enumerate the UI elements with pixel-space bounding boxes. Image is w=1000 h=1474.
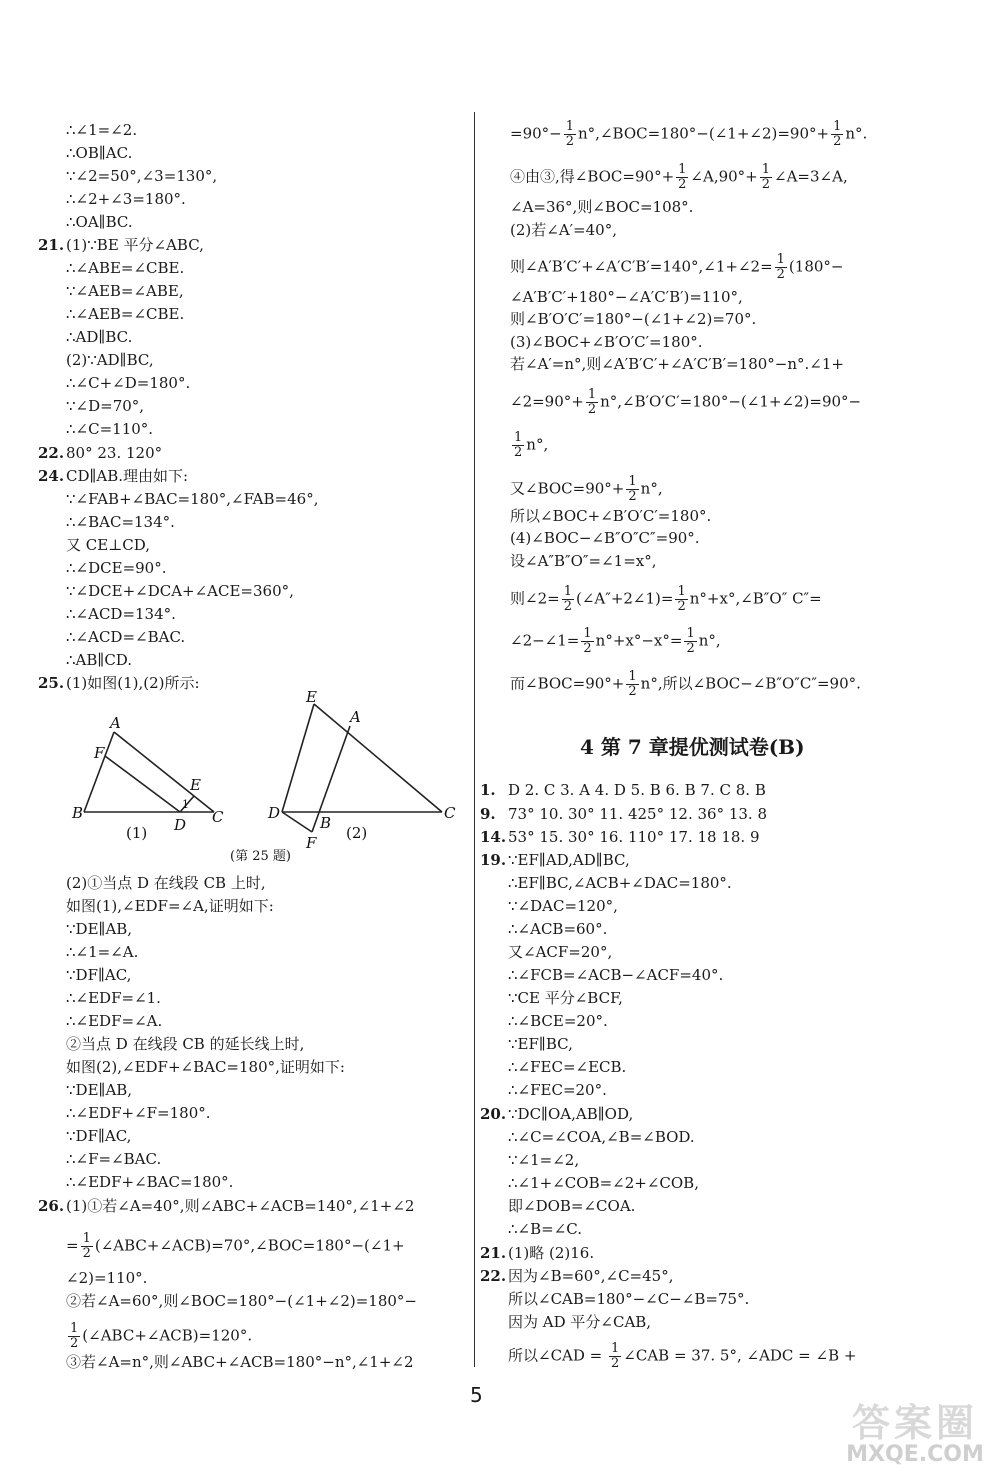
question-number: 1. [480,781,496,799]
answer-text: ∴∠FCB=∠ACB−∠ACF=40°. [508,966,724,984]
fig2-label-E: E [306,688,317,706]
right-line [510,551,657,571]
left-line-text: ∵∠DCE+∠DCA+∠ACE=360°, [66,582,294,600]
answer-text: 所以∠CAD = [508,1346,608,1365]
question-number: 24. [38,467,65,485]
figure-25 [70,686,470,864]
answer-text: 因为 AD 平分∠CAB, [508,1313,652,1331]
right-line [510,120,867,149]
left-line [38,189,186,209]
q26-text: ③若∠A=n°,则∠ABC+∠ACB=180°−n°,∠1+∠2 [66,1353,414,1371]
fig1-caption: (1) [126,824,148,842]
answer-line [508,1342,856,1371]
answer-line [480,1289,749,1309]
fraction-numerator: 1 [776,252,785,267]
right-line-text: 所以∠BOC+∠B′O′C′=180°. [510,507,712,525]
left-line [38,873,266,893]
fraction [684,627,696,656]
answer-text: ∴∠B=∠C. [508,1220,582,1238]
q26-text: = [66,1236,79,1255]
answer-text: ∴∠FEC=∠ECB. [508,1058,627,1076]
answer-line [480,780,766,800]
left-line-text: 80° 23. 120° [66,444,163,462]
left-line [38,489,318,509]
left-line-text: ∴OB∥AC. [66,144,133,162]
fig1-label-B: B [72,804,84,822]
right-line-text: n°,∠B′O′C′=180°−(∠1+∠2)=90°− [600,392,862,411]
fraction-denominator: 2 [628,489,637,504]
fraction [562,585,574,614]
answer-text: 73° 10. 30° 11. 425° 12. 36° 13. 8 [508,805,767,823]
fraction [512,431,524,460]
left-line [38,466,188,486]
right-line-text: n°,所以∠BOC−∠B″O″C″=90°. [640,674,861,693]
left-line-text: ∵DE∥AB, [66,920,133,938]
right-line-text: 而∠BOC=90°+ [510,674,625,693]
left-line-text: (1)∵BE 平分∠ABC, [66,236,204,254]
right-line [510,670,861,699]
right-line-text: ∠A=3∠A, [774,167,848,186]
left-line [38,650,132,670]
left-line [38,212,133,232]
left-line-text: ∵DE∥AB, [66,1081,133,1099]
left-line-text: ∴∠EDF+∠BAC=180°. [66,1173,234,1191]
left-line [38,581,294,601]
fraction [68,1322,80,1351]
left-line-text: ∴∠C=110°. [66,420,154,438]
left-line-text: ∴AB∥CD. [66,651,133,669]
answer-text: ∴∠C=∠COA,∠B=∠BOD. [508,1128,695,1146]
right-line-text: ∠A=36°,则∠BOC=108°. [510,198,694,216]
fig2-segment-EC [314,704,442,812]
answer-line [480,827,760,847]
fraction [775,253,787,282]
watermark-logo [840,1392,990,1470]
left-line-text: (2)∵AD∥BC, [66,351,154,369]
q26-text: ∠2)=110°. [66,1269,148,1287]
left-line-text: ∴∠EDF=∠1. [66,989,161,1007]
left-line [38,535,150,555]
left-line-text: ∴∠ACD=134°. [66,605,176,623]
right-line [510,475,663,504]
fraction-denominator: 2 [82,1246,91,1261]
answer-line [480,896,618,916]
right-line-text: 若∠A′=n°,则∠A′B′C′+∠A′C′B′=180°−n°.∠1+ [510,355,844,373]
left-line-text: ∴∠EDF=∠A. [66,1012,163,1030]
answer-line [480,873,732,893]
left-line-text: ∵DF∥AC, [66,966,132,984]
left-line [38,604,176,624]
right-line-text: n°, [640,479,663,498]
fraction-numerator: 1 [587,387,597,402]
left-line [38,627,185,647]
fraction-numerator: 1 [677,584,686,599]
q26-line [38,1268,147,1288]
left-line [38,166,217,186]
fig2-segment-DE [282,704,314,812]
left-line [38,1172,233,1192]
left-line [38,919,132,939]
answer-line [480,1057,626,1077]
answer-text: ∴∠1+∠COB=∠2+∠COB, [508,1174,699,1192]
answer-text: ∵∠DAC=120°, [508,897,618,915]
left-line-text: ∴∠EDF+∠F=180°. [66,1104,211,1122]
fraction [81,1232,93,1261]
question-number: 22. [480,1267,507,1285]
left-line [38,512,175,532]
fig2-segment-DF [282,812,312,832]
watermark-title: 答案圈 [851,1401,978,1445]
right-line-text: ∠2−∠1= [510,631,580,650]
answer-text: ∠CAB = 37. 5°, ∠ADC = ∠B + [623,1346,857,1365]
answer-line [480,1219,582,1239]
question-number: 20. [480,1105,507,1123]
question-number: 25. [38,674,65,692]
question-number: 9. [480,805,496,823]
right-line-text: ④由③,得∠BOC=90°+ [510,167,675,186]
left-line-text: 又 CE⊥CD, [66,536,151,554]
right-line-text: n°. [845,124,868,143]
right-line [510,197,693,217]
fraction-numerator: 1 [678,162,687,177]
fig2-label-F: F [306,834,317,852]
fraction-denominator: 2 [587,402,597,417]
right-line [510,506,711,526]
answer-text: D 2. C 3. A 4. D 5. B 6. B 7. C 8. B [508,781,766,799]
answer-line [480,988,623,1008]
left-line [38,396,144,416]
right-line-text: n°, [698,631,721,650]
fraction-denominator: 2 [628,684,637,699]
left-line-text: ∴∠AEB=∠CBE. [66,305,185,323]
right-line [510,253,843,282]
answer-text: 所以∠CAB=180°−∠C−∠B=75°. [508,1290,750,1308]
answer-text: ∵∠1=∠2, [508,1151,580,1169]
left-line-text: ∵DF∥AC, [66,1127,132,1145]
right-line [510,354,844,374]
q26-line [38,1196,414,1216]
left-line [38,1103,211,1123]
answer-line [480,1243,594,1263]
figure-caption: (第 25 题) [230,849,291,864]
q26-line [38,1322,252,1351]
right-line-text: ∠2=90°+ [510,392,584,411]
fraction-numerator: 1 [628,669,637,684]
left-line [38,235,204,255]
right-line [510,163,848,192]
fraction [676,163,688,192]
fraction-denominator: 2 [70,1336,79,1351]
fig1-label-A: A [110,714,121,732]
right-line [510,627,721,656]
answer-text: ∵EF∥AD,AD∥BC, [508,851,630,869]
left-line-text: (1)如图(1),(2)所示: [66,674,200,692]
question-number: 26. [38,1197,65,1215]
right-line [510,332,703,352]
answer-line [480,919,607,939]
left-line-text: ∵∠2=50°,∠3=130°, [66,167,218,185]
fraction-denominator: 2 [583,641,592,656]
right-line-text: n°+x°,∠B″O″ C″= [689,589,822,608]
fig1-label-C: C [212,808,224,826]
left-line [38,350,154,370]
left-line [38,443,162,463]
fraction [626,475,638,504]
fraction-denominator: 2 [776,267,785,282]
left-line-text: ∵∠AEB=∠ABE, [66,282,184,300]
right-line-text: (2)若∠A′=40°, [510,221,617,239]
answer-line [480,1196,635,1216]
right-line-text: 设∠A″B″O″=∠1=x°, [510,552,657,570]
fraction [609,1342,621,1371]
answer-line [480,942,612,962]
question-number: 21. [38,236,65,254]
question-number: 14. [480,828,507,846]
fraction [831,120,843,149]
fraction-denominator: 2 [833,134,842,149]
left-line-text: ∵∠FAB+∠BAC=180°,∠FAB=46°, [66,490,319,508]
left-line [38,1126,131,1146]
answer-line [480,1011,608,1031]
left-line [38,143,132,163]
answer-text: (1)略 (2)16. [508,1244,595,1262]
left-line-text: ②当点 D 在线段 CB 的延长线上时, [66,1035,305,1053]
left-line [38,304,184,324]
right-line-text: 则∠A′B′C′+∠A′C′B′=140°,∠1+∠2= [510,257,773,276]
fraction-numerator: 1 [833,119,842,134]
right-line [510,287,743,307]
right-line-text: n°+x°−x°= [595,631,683,650]
right-line-text: ∠A′B′C′+180°−∠A′C′B′)=110°, [510,288,743,306]
left-line-text: (2)①当点 D 在线段 CB 上时, [66,874,266,892]
fraction-numerator: 1 [583,626,592,641]
answer-text: ∴EF∥BC,∠ACB+∠DAC=180°. [508,874,732,892]
answer-text: 又∠ACF=20°, [508,943,613,961]
right-line [510,309,756,329]
fig1-label-E: E [190,776,201,794]
left-line [38,965,131,985]
answer-line [480,1266,673,1286]
fraction-denominator: 2 [761,177,771,192]
left-line-text: ∴OA∥BC. [66,213,133,231]
left-line [38,419,153,439]
right-line [510,585,822,614]
answer-text: ∴∠ACB=60°. [508,920,608,938]
fig2-caption: (2) [346,824,368,842]
fig1-label-1: 1 [182,798,189,811]
fraction-denominator: 2 [678,177,687,192]
fraction-denominator: 2 [686,641,695,656]
fraction-numerator: 1 [565,119,575,134]
left-line-text: ∴AD∥BC. [66,328,133,346]
answer-text: ∵EF∥BC, [508,1035,573,1053]
right-line-text: (3)∠BOC+∠B′O′C′=180°. [510,333,703,351]
q26-text: (∠ABC+∠ACB)=120°. [82,1326,253,1345]
answer-line [480,1034,573,1054]
right-line-text: 则∠B′O′C′=180°−(∠1+∠2)=70°. [510,310,757,328]
fraction-denominator: 2 [563,599,572,614]
fraction [760,163,772,192]
left-line [38,327,132,347]
answer-line [480,1173,699,1193]
right-line-text: (180°− [788,257,844,276]
right-line-text: n°,∠BOC=180°−(∠1+∠2)=90°+ [578,124,830,143]
left-line [38,942,138,962]
fig2-label-D: D [268,804,281,822]
answer-line [480,965,723,985]
right-line-text: (4)∠BOC−∠B″O″C″=90°. [510,529,700,547]
answer-line [480,1150,579,1170]
left-line-text: ∴∠ABE=∠CBE. [66,259,185,277]
question-number: 19. [480,851,507,869]
left-line-text: 如图(1),∠EDF=∠A,证明如下: [66,897,274,915]
answer-line [480,1104,633,1124]
fraction-denominator: 2 [611,1356,620,1371]
answer-line [480,850,630,870]
answer-text: ∴∠BCE=20°. [508,1012,608,1030]
left-line-text: ∴∠2+∠3=180°. [66,190,186,208]
figure-2 [282,704,442,832]
right-line-text: (∠A″+2∠1)= [575,589,674,608]
left-line [38,896,274,916]
answer-line [480,1127,695,1147]
answer-text: ∵DC∥OA,AB∥OD, [508,1105,634,1123]
left-line-text: ∴∠BAC=134°. [66,513,175,531]
fraction-denominator: 2 [514,445,523,460]
left-line-text: ∴∠DCE=90°. [66,559,167,577]
fig2-label-A: A [350,708,361,726]
fraction-numerator: 1 [628,474,637,489]
left-line [38,1011,162,1031]
left-line [38,1057,345,1077]
q26-line [38,1352,414,1372]
left-line [38,120,137,140]
answer-text: 53° 15. 30° 16. 110° 17. 18 18. 9 [508,828,760,846]
right-line-text: 又∠BOC=90°+ [510,479,625,498]
left-line-text: ∴∠1=∠A. [66,943,139,961]
column-divider [474,112,475,1367]
fraction-numerator: 1 [82,1231,91,1246]
fig1-label-D: D [174,816,187,834]
right-line [510,431,548,460]
left-line-text: ∴∠ACD=∠BAC. [66,628,186,646]
fig2-label-B: B [320,814,332,832]
fraction [581,627,593,656]
answer-text: 即∠DOB=∠COA. [508,1197,636,1215]
left-line [38,1149,161,1169]
fig2-label-C: C [444,804,456,822]
answer-line [480,804,767,824]
answer-line [480,1080,607,1100]
right-line [510,220,617,240]
answer-line [480,1312,651,1332]
left-line [38,558,167,578]
fraction-numerator: 1 [70,1321,79,1336]
q26-line [38,1291,417,1311]
right-line-text: 则∠2= [510,589,560,608]
fraction-denominator: 2 [677,599,686,614]
fraction [586,388,598,417]
fraction [675,585,687,614]
left-line [38,258,184,278]
fraction-numerator: 1 [761,162,771,177]
left-line-text: 如图(2),∠EDF+∠BAC=180°,证明如下: [66,1058,345,1076]
right-line [510,388,861,417]
right-line-text: n°, [526,435,549,454]
fraction [564,120,576,149]
q26-line [38,1232,405,1261]
section-title: 4 第 7 章提优测试卷(B) [580,735,805,759]
q26-text: ②若∠A=60°,则∠BOC=180°−(∠1+∠2)=180°− [66,1292,417,1310]
left-line-text: ∴∠C+∠D=180°. [66,374,191,392]
left-line-text: CD∥AB.理由如下: [66,467,189,485]
right-line-text: =90°− [510,124,562,143]
right-line [510,528,700,548]
fraction-numerator: 1 [611,1341,620,1356]
question-number: 22. [38,444,65,462]
fig1-label-F: F [94,744,105,762]
page-number: 5 [470,1383,483,1407]
fraction-numerator: 1 [686,626,695,641]
fraction-numerator: 1 [563,584,572,599]
fraction-numerator: 1 [514,430,523,445]
left-line-text: ∴∠F=∠BAC. [66,1150,162,1168]
left-line [38,1034,304,1054]
fig1-segment-FD [105,756,180,812]
fraction-denominator: 2 [565,134,575,149]
answer-text: 因为∠B=60°,∠C=45°, [508,1267,674,1285]
left-line [38,281,184,301]
left-line [38,1080,132,1100]
answer-text: ∴∠FEC=20°. [508,1081,607,1099]
left-line [38,988,161,1008]
watermark-url: MXQE.COM [846,1442,984,1467]
q26-text: (∠ABC+∠ACB)=70°,∠BOC=180°−(∠1+ [94,1236,405,1255]
question-number: 21. [480,1244,507,1262]
answer-text: ∵CE 平分∠BCF, [508,989,623,1007]
right-line-text: ∠A,90°+ [690,167,758,186]
left-line-text: ∵∠D=70°, [66,397,145,415]
left-line [38,373,190,393]
left-line-text: ∴∠1=∠2. [66,121,138,139]
fraction [626,670,638,699]
q26-text: (1)①若∠A=40°,则∠ABC+∠ACB=140°,∠1+∠2 [66,1197,415,1215]
